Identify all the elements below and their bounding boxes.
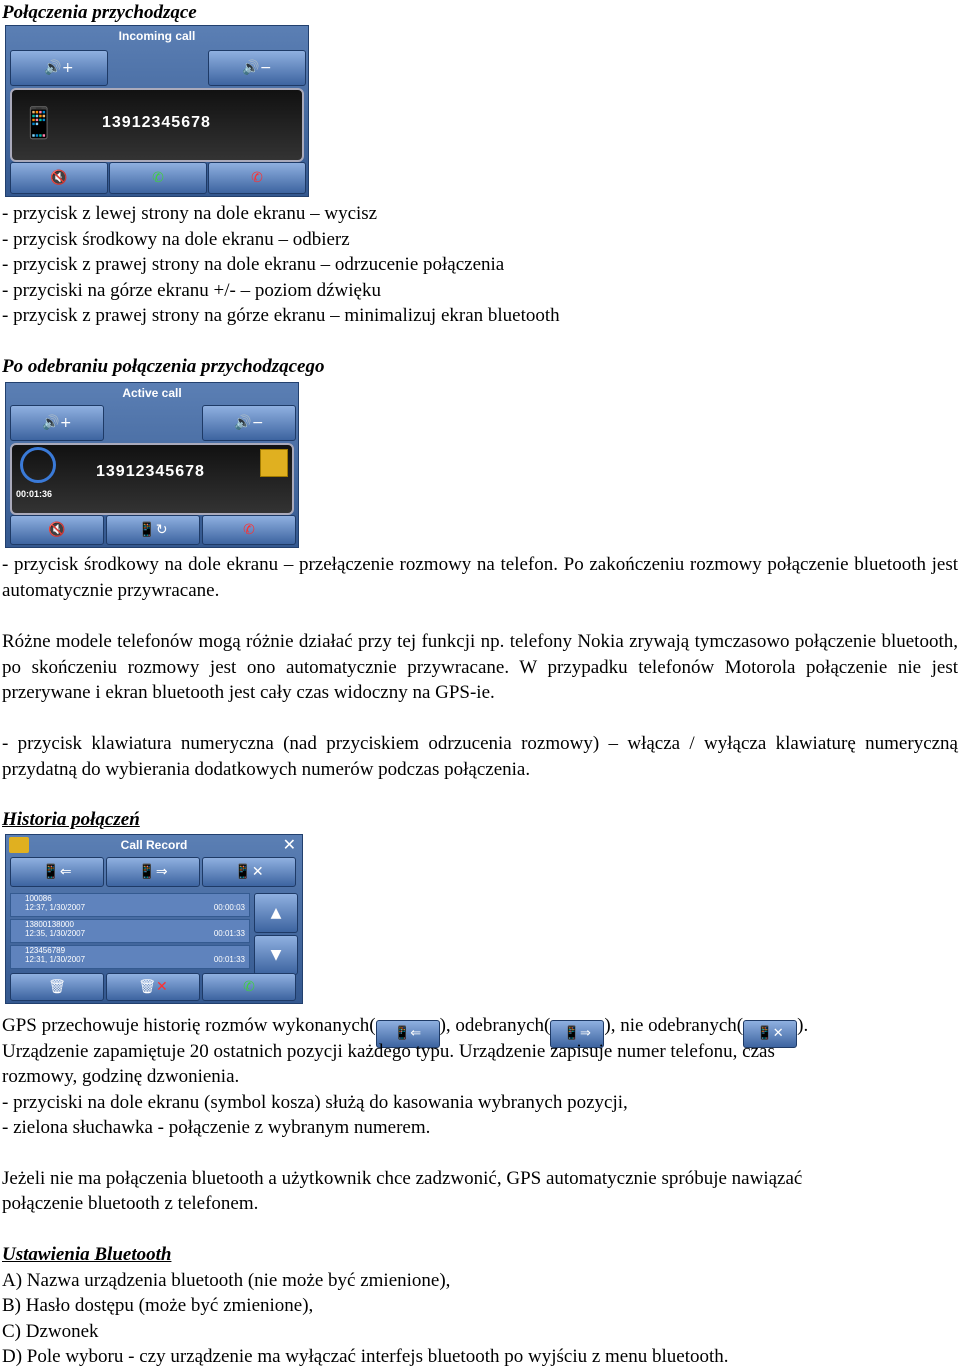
section-heading-after-answer: Po odebraniu połączenia przychodzącego xyxy=(2,356,325,377)
call-number: 100086 xyxy=(25,894,52,903)
table-row[interactable] xyxy=(10,945,250,969)
volume-down-icon: 🔊− xyxy=(234,415,264,431)
paragraph-line: połączenie bluetooth z telefonem. xyxy=(2,1193,259,1214)
mute-icon: 🔇 xyxy=(48,522,66,538)
text-fragment: ), odebranych( xyxy=(439,1015,551,1036)
volume-up-icon: 🔊+ xyxy=(42,415,72,431)
call-number: 13800138000 xyxy=(25,920,74,929)
paragraph-line: - zielona słuchawka - połączenie z wybranym numerem. xyxy=(2,1117,431,1138)
mute-button[interactable] xyxy=(10,162,108,194)
tab-received-calls[interactable] xyxy=(106,857,200,887)
delete-all-button[interactable] xyxy=(106,973,200,1001)
list-item: D) Pole wyboru - czy urządzenie ma wyłączać interfejs bluetooth po wyjściu z menu bluetooth. xyxy=(2,1346,729,1367)
tab-missed-calls[interactable] xyxy=(202,857,296,887)
call-duration: 00:01:33 xyxy=(213,929,245,938)
received-calls-icon: 📱⇒ xyxy=(138,864,168,880)
arrow-down-icon: ▼ xyxy=(270,947,282,963)
table-row[interactable] xyxy=(10,919,250,943)
call-phone-icon: ✆ xyxy=(243,979,255,995)
active-call-screenshot xyxy=(5,382,299,548)
table-row[interactable] xyxy=(10,893,250,917)
clock-icon xyxy=(20,447,56,483)
arrow-up-icon: ▲ xyxy=(270,905,282,921)
call-number: 123456789 xyxy=(25,946,66,955)
volume-down-button[interactable] xyxy=(208,50,306,86)
list-item: C) Dzwonek xyxy=(2,1321,99,1342)
mute-button[interactable] xyxy=(10,515,104,545)
call-duration: 00:00:03 xyxy=(213,903,245,912)
paragraph-phone-models: Różne modele telefonów mogą różnie działać przy tej funkcji np. telefony Nokia zrywają tymczasowo połączenie bluetooth, po skończeniu rozmowy jest ono automatycznie przywracane. W przypadku telefonów Motorola połączenie nie jest przerywane i ekran bluetooth jest cały czas widoczny na GPS-ie. xyxy=(2,631,958,704)
active-call-title: Active call xyxy=(122,386,182,400)
active-call-display xyxy=(10,443,294,515)
list-item: - przycisk środkowy na dole ekranu – odbierz xyxy=(2,229,350,250)
trash-icon: 🗑 xyxy=(48,979,66,995)
caller-number: 13912345678 xyxy=(96,463,205,480)
call-timer: 00:01:36 xyxy=(16,489,53,499)
hangup-button[interactable] xyxy=(202,515,296,545)
incoming-call-screenshot xyxy=(5,25,309,197)
call-date: 12:37, 1/30/2007 xyxy=(25,903,86,912)
volume-up-button[interactable] xyxy=(10,50,108,86)
volume-up-icon: 🔊+ xyxy=(44,60,74,76)
trash-all-icon: 🗑✕ xyxy=(138,979,168,995)
delete-button[interactable] xyxy=(10,973,104,1001)
section-heading-bluetooth-settings: Ustawienia Bluetooth xyxy=(2,1244,172,1265)
hangup-phone-icon: ✆ xyxy=(243,522,255,538)
call-record-screenshot xyxy=(5,834,303,1004)
paragraph-keypad: - przycisk klawiatura numeryczna (nad przyciskiem odrzucenia rozmowy) – włącza / wyłącza klawiaturę numeryczną przydatną do wybierania dodatkowych numerów podczas połączenia. xyxy=(2,733,958,780)
reject-phone-icon: ✆ xyxy=(251,170,263,186)
caller-number: 13912345678 xyxy=(102,114,211,131)
volume-up-button[interactable] xyxy=(10,405,104,441)
call-selected-button[interactable] xyxy=(202,973,296,1001)
dialed-calls-icon: 📱⇐ xyxy=(42,864,72,880)
list-item: - przyciski na górze ekranu +/- – poziom dźwięku xyxy=(2,280,381,301)
mute-icon: 🔇 xyxy=(50,170,68,186)
volume-down-icon: 🔊− xyxy=(242,60,272,76)
volume-down-button[interactable] xyxy=(202,405,296,441)
list-item: - przycisk z lewej strony na dole ekranu – wycisz xyxy=(2,203,378,224)
call-date: 12:35, 1/30/2007 xyxy=(25,929,86,938)
list-item: B) Hasło dostępu (może być zmienione), xyxy=(2,1295,314,1316)
missed-calls-icon: 📱✕ xyxy=(743,1020,797,1048)
incoming-call-title: Incoming call xyxy=(118,29,196,43)
dialed-calls-icon: 📱⇐ xyxy=(376,1020,440,1048)
answer-phone-icon: ✆ xyxy=(152,170,164,186)
paragraph-line: - przyciski na dole ekranu (symbol kosza) służą do kasowania wybranych pozycji, xyxy=(2,1092,628,1113)
missed-calls-icon: 📱✕ xyxy=(234,864,264,880)
keypad-toggle-icon[interactable] xyxy=(260,449,288,477)
scroll-up-button[interactable] xyxy=(254,893,298,933)
text-fragment: ). xyxy=(797,1015,809,1036)
reject-button[interactable] xyxy=(208,162,306,194)
transfer-to-phone-button[interactable] xyxy=(106,515,200,545)
section-heading-incoming: Połączenia przychodzące xyxy=(2,2,197,23)
received-calls-icon: 📱⇒ xyxy=(550,1020,604,1048)
text-fragment: ), nie odebranych( xyxy=(604,1015,744,1036)
phone-icon: 📱 xyxy=(20,107,58,140)
paragraph-line: Jeżeli nie ma połączenia bluetooth a użytkownik chce zadzwonić, GPS automatycznie spróbuje nawiązać xyxy=(2,1168,803,1189)
call-duration: 00:01:33 xyxy=(213,955,245,964)
list-item: - przycisk z prawej strony na górze ekranu – minimalizuj ekran bluetooth xyxy=(2,305,560,326)
paragraph-transfer: - przycisk środkowy na dole ekranu – przełączenie rozmowy na telefon. Po zakończeniu rozmowy połączenie bluetooth jest automatycznie przywracane. xyxy=(2,554,958,601)
incoming-call-display xyxy=(10,88,304,162)
text-fragment: GPS przechowuje historię rozmów wykonanych( xyxy=(2,1015,376,1036)
list-item: A) Nazwa urządzenia bluetooth (nie może być zmienione), xyxy=(2,1270,451,1291)
transfer-phone-icon: 📱↻ xyxy=(138,522,168,538)
scroll-down-button[interactable] xyxy=(254,935,298,975)
close-icon[interactable]: ✕ xyxy=(282,835,296,854)
list-item: - przycisk z prawej strony na dole ekranu – odrzucenie połączenia xyxy=(2,254,505,275)
call-date: 12:31, 1/30/2007 xyxy=(25,955,86,964)
section-heading-history: Historia połączeń xyxy=(2,809,140,830)
tab-dialed-calls[interactable] xyxy=(10,857,104,887)
answer-button[interactable] xyxy=(109,162,207,194)
call-record-title: Call Record xyxy=(120,838,188,852)
paragraph-line: Urządzenie zapamiętuje 20 ostatnich pozycji każdego typu. Urządzenie zapisuje numer telefonu, czas xyxy=(2,1041,775,1062)
paragraph-line: rozmowy, godzinę dzwonienia. xyxy=(2,1066,240,1087)
